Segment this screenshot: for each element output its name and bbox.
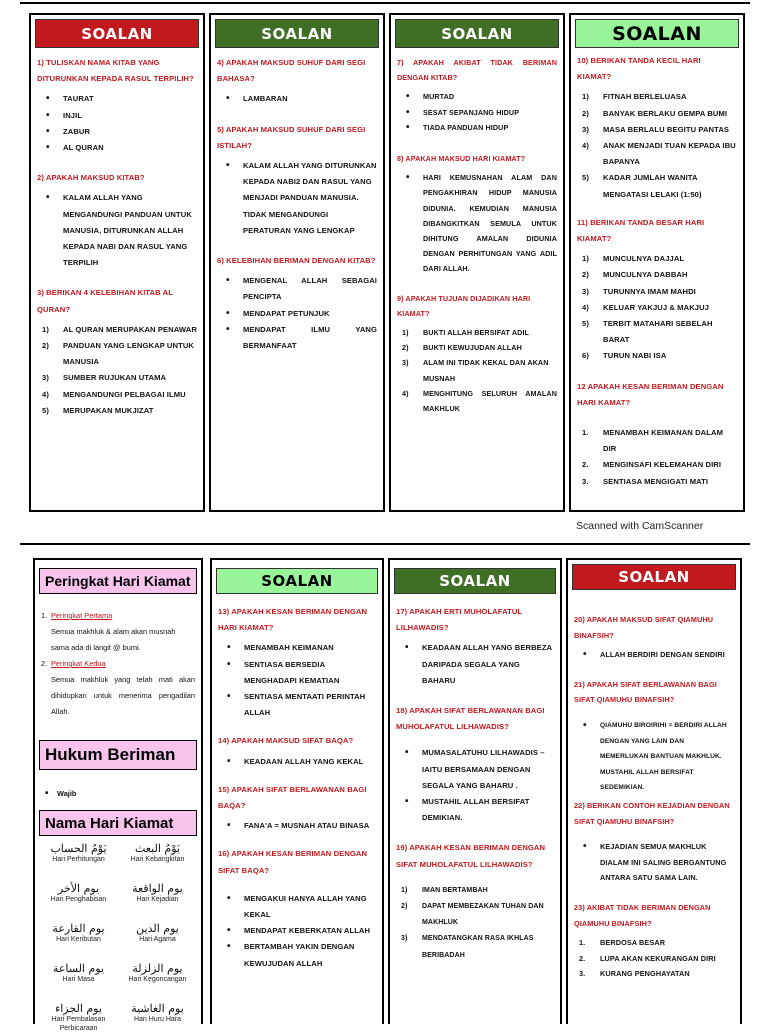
- list-item: • SENTIASA BERSEDIA MENGHADAPI KEMATIAN: [218, 657, 376, 689]
- list-item: • LAMBARAN: [217, 91, 377, 107]
- hari-name: يوم الجزاء Hari Pembalasan Perbicaraan: [51, 1002, 106, 1032]
- hari-name: يوم الأخر Hari Penghabisan: [50, 882, 107, 903]
- hari-name: يوم الغاشية Hari Huru Hara: [131, 1002, 184, 1023]
- question-22: 22) BERIKAN CONTOH KEJADIAN DENGAN SIFAT QIAMUHU BINAFSIH?: [574, 800, 730, 826]
- list-item: 2) MUNCULNYA DABBAH: [582, 270, 688, 280]
- list-item: 2) PANDUAN YANG LENGKAP UNTUK MANUSIA: [42, 341, 195, 367]
- peringkat-link: Peringkat Pertama: [51, 611, 113, 620]
- section-title: Hukum Beriman: [39, 740, 197, 770]
- list-item: • KEADAAN ALLAH YANG KEKAL: [218, 754, 376, 770]
- card-header: SOALAN: [394, 568, 556, 594]
- list-item: 3) TURUNNYA IMAM MAHDI: [582, 286, 696, 296]
- list-item: 3) MASA BERLALU BEGITU PANTAS: [582, 124, 730, 134]
- hari-name: يوم الزلزلة Hari Kegoncangan: [128, 962, 187, 983]
- list-item: 5) TERBIT MATAHARI SEBELAH BARAT: [582, 319, 713, 345]
- question-21: 21) APAKAH SIFAT BERLAWANAN BAGI SIFAT QIAMUHU BINAFSIH?: [574, 679, 717, 705]
- top-rule: [20, 2, 750, 4]
- answer-list: [217, 158, 377, 239]
- list-item: 3) ALAM INI TIDAK KEKAL DAN AKAN MUSNAH: [402, 358, 549, 383]
- list-item: 6) TURUN NABI ISA: [582, 351, 667, 361]
- card-1: [29, 13, 205, 512]
- answer-list: [397, 170, 557, 276]
- list-item: • QIAMUHU BIROIRIHI = BERDIRI ALLAH DENGAN YANG LAIN DAN MEMERLUKAN BANTUAN MAKHLUK. MUSTAHIL ALLAH BERSIFAT SEDEMIKIAN.: [574, 718, 734, 796]
- list-item: 3) SUMBER RUJUKAN UTAMA: [42, 373, 167, 383]
- question-10: 10) BERIKAN TANDA KECIL HARI KIAMAT?: [577, 56, 701, 82]
- card-header: SOALAN: [572, 564, 736, 590]
- list-item: • MENGAKUI HANYA ALLAH YANG KEKAL: [218, 891, 376, 923]
- list-item: • MENDAPAT ILMU YANG BERMANFAAT: [217, 322, 377, 354]
- list-item: • MENAMBAH KEIMANAN: [218, 640, 376, 656]
- list-item: • SENTIASA MENTAATI PERINTAH ALLAH: [218, 689, 376, 721]
- answer-list: [396, 745, 554, 826]
- card-header: SOALAN: [575, 19, 739, 48]
- peringkat-list: [41, 608, 195, 720]
- hari-name: يوم الساعة Hari Masa: [52, 962, 105, 983]
- question-9: 9) APAKAH TUJUAN DIJADIKAN HARI KIAMAT?: [397, 293, 531, 318]
- hari-name: يَوْمُ الحساب Hari Perhitungan: [50, 842, 107, 863]
- question-16: 16) APAKAH KESAN BERIMAN DENGAN SIFAT BAQA?: [218, 849, 368, 875]
- list-item: • FANA'A = MUSNAH ATAU BINASA: [218, 818, 376, 834]
- question-8: 8) APAKAH MAKSUD HARI KIAMAT?: [397, 154, 526, 164]
- answer-list: [577, 251, 737, 364]
- list-item: • TIADA PANDUAN HIDUP: [397, 120, 557, 135]
- question-2: 2) APAKAH MAKSUD KITAB?: [37, 173, 145, 183]
- question-14: 14) APAKAH MAKSUD SIFAT BAQA?: [218, 736, 354, 746]
- list-item: • Wajib: [45, 788, 77, 799]
- card-header: SOALAN: [215, 19, 379, 48]
- question-15: 15) APAKAH SIFAT BERLAWANAN BAGI BAQA?: [218, 784, 367, 811]
- card-header: SOALAN: [216, 568, 378, 594]
- list-item: 2) BUKTI KEWUJUDAN ALLAH: [402, 343, 522, 353]
- list-item: 4) ANAK MENJADI TUAN KEPADA IBU BAPANYA: [582, 141, 736, 167]
- hari-name: يَوْمُ البعث Hari Kebangkitan: [130, 842, 185, 863]
- list-item: 2. MENGINSAFI KELEMAHAN DIRI: [582, 460, 722, 470]
- section-title: Nama Hari Kiamat: [39, 810, 197, 836]
- hukum-list: [41, 786, 195, 802]
- list-item: 1) BUKTI ALLAH BERSIFAT ADIL: [402, 328, 530, 338]
- question-7: 7) APAKAH AKIBAT TIDAK BERIMAN DENGAN KITAB?: [397, 58, 557, 83]
- answer-list: [217, 273, 377, 354]
- list-item: • MENDAPAT KEBERKATAN ALLAH: [218, 923, 376, 939]
- list-item: • HARI KEMUSNAHAN ALAM DAN PENGAKHIRAN HIDUP MANUSIA DIDUNIA. KEMUDIAN MANUSIA DIBANGKITKAN SEMULA UNTUK DIHITUNG AMALAN DIDUNIA DENGAN PERHITUNGAN YANG ADIL DARI ALLAH.: [397, 170, 557, 276]
- list-item: • MUMASALATUHU LILHAWADIS – IAITU BERSAMAAN DENGAN SEGALA YANG BAHARU .: [396, 745, 554, 794]
- list-item: 1) FITNAH BERLELUASA: [582, 92, 687, 102]
- list-item: • MUSTAHIL ALLAH BERSIFAT DEMIKIAN.: [396, 794, 554, 826]
- question-6: 6) KELEBIHAN BERIMAN DENGAN KITAB?: [217, 256, 376, 266]
- list-item: • ZABUR: [37, 124, 197, 140]
- answer-list: [217, 91, 377, 107]
- list-item: • KALAM ALLAH YANG DITURUNKAN KEPADA NABI2 DAN RASUL YANG MENJADI PANDUAN MANUSIA. TIDAK MENGANDUNGI PERATURAN YANG LENGKAP: [217, 158, 377, 239]
- hari-name: يوم القارعة Hari Keributan: [52, 922, 105, 943]
- question-4: 4) APAKAH MAKSUD SUHUF DARI SEGI BAHASA?: [217, 58, 366, 84]
- list-item: 5) KADAR JUMLAH WANITA MENGATASI LELAKI (1:50): [582, 173, 702, 199]
- question-17: 17) APAKAH ERTI MUHOLAFATUL LILHAWADIS?: [396, 607, 523, 633]
- list-item: 2) DAPAT MEMBEZAKAN TUHAN DAN MAKHLUK: [401, 903, 544, 927]
- list-item: 1) AL QURAN MERUPAKAN PENAWAR: [42, 324, 197, 334]
- list-item: • MENGENAL ALLAH SEBAGAI PENCIPTA: [217, 273, 377, 305]
- list-item: 4) KELUAR YAKJUJ & MAKJUJ: [582, 302, 710, 312]
- card-4: [569, 13, 745, 512]
- list-item: 1. BERDOSA BESAR: [579, 938, 666, 948]
- list-item: 3. KURANG PENGHAYATAN: [579, 969, 690, 979]
- card-header: SOALAN: [395, 19, 559, 48]
- scanner-watermark: Scanned with CamScanner: [576, 520, 704, 532]
- list-item: 4) MENGANDUNGI PELBAGAI ILMU: [42, 389, 186, 399]
- answer-list: [574, 935, 734, 982]
- list-item: • SESAT SEPANJANG HIDUP: [397, 105, 557, 120]
- question-19: 19) APAKAH KESAN BERIMAN DENGAN SIFAT MUHOLAFATUL LILHAWADIS?: [396, 843, 546, 869]
- answer-list: [37, 91, 197, 156]
- answer-list: [218, 891, 376, 972]
- list-item: • MENDAPAT PETUNJUK: [217, 306, 377, 322]
- peringkat-pertama: 1. Peringkat Pertama: [41, 611, 113, 620]
- hari-names-grid: [39, 842, 197, 1033]
- answer-list: [396, 640, 554, 689]
- list-item: 3) MENDATANGKAN RASA IKHLAS BERIBADAH: [401, 935, 534, 959]
- list-item: 1) IMAN BERTAMBAH: [401, 886, 488, 894]
- list-item: • ALLAH BERDIRI DENGAN SENDIRI: [574, 647, 734, 663]
- list-item: • MURTAD: [397, 89, 557, 104]
- peringkat-text: Semua makhluk & alam akan musnah sama ada di langit @ bumi.: [51, 627, 176, 652]
- question-18: 18) APAKAH SIFAT BERLAWANAN BAGI MUHOLAFATUL LILHAWADIS?: [396, 706, 545, 732]
- card-7: [388, 558, 562, 1024]
- answer-list: [577, 89, 737, 202]
- peringkat-text: Semua makhluk yang telah mati akan dihidupkan untuk menerima pengadilan Allah.: [51, 675, 195, 716]
- list-item: 3. SENTIASA MENGIGATI MATI: [582, 476, 709, 486]
- answer-list: [574, 718, 734, 796]
- list-item: 5) MERUPAKAN MUKJIZAT: [42, 405, 154, 415]
- list-item: 1) MUNCULNYA DAJJAL: [582, 254, 685, 264]
- list-item: • TAURAT: [37, 91, 197, 107]
- question-12: 12 APAKAH KESAN BERIMAN DENGAN HARI KAMAT?: [577, 381, 724, 407]
- peringkat-kedua: 2. Peringkat Kedua: [41, 659, 106, 668]
- section-title: Peringkat Hari Kiamat: [39, 568, 197, 594]
- list-item: 4) MENGHITUNG SELURUH AMALAN MAKHLUK: [402, 388, 557, 414]
- answer-list: [218, 754, 376, 770]
- card-3: [389, 13, 565, 512]
- list-item: • BERTAMBAH YAKIN DENGAN KEWUJUDAN ALLAH: [218, 939, 376, 971]
- card-header: SOALAN: [35, 19, 199, 48]
- answer-list: [397, 325, 557, 416]
- list-item: • KEADAAN ALLAH YANG BERBEZA DARIPADA SEGALA YANG BAHARU: [396, 640, 554, 689]
- answer-list: [218, 818, 376, 834]
- answer-list: [396, 883, 554, 964]
- list-item: 2) BANYAK BERLAKU GEMPA BUMI: [582, 108, 728, 118]
- question-1: 1) TULISKAN NAMA KITAB YANG DITURUNKAN KEPADA RASUL TERPILIH?: [37, 58, 194, 84]
- peringkat-link: Peringkat Kedua: [51, 659, 106, 668]
- list-item: • KEJADIAN SEMUA MAKHLUK DIALAM INI SALING BERGANTUNG ANTARA SATU SAMA LAIN.: [574, 839, 734, 886]
- card-2: [209, 13, 385, 512]
- answer-list: [37, 190, 197, 271]
- answer-list: [574, 839, 734, 886]
- question-5: 5) APAKAH MAKSUD SUHUF DARI SEGI ISTILAH?: [217, 124, 366, 150]
- answer-list: [577, 425, 737, 490]
- question-20: 20) APAKAH MAKSUD SIFAT QIAMUHU BINAFSIH?: [574, 615, 714, 640]
- list-item: • AL QURAN: [37, 140, 197, 156]
- card-6: [210, 558, 384, 1024]
- answer-list: [397, 89, 557, 135]
- question-13: 13) APAKAH KESAN BERIMAN DENGAN HARI KIAMAT?: [218, 607, 368, 633]
- hari-name: يوم الدين Hari Agama: [136, 922, 179, 943]
- list-item: 2. LUPA AKAN KEKURANGAN DIRI: [579, 953, 716, 963]
- list-item: 1. MENAMBAH KEIMANAN DALAM DIR: [582, 428, 723, 454]
- answer-list: [37, 322, 197, 419]
- card-5: [33, 558, 203, 1032]
- question-3: 3) BERIKAN 4 KELEBIHAN KITAB AL QURAN?: [37, 288, 173, 314]
- answer-list: [218, 640, 376, 721]
- answer-list: [574, 647, 734, 663]
- question-23: 23) AKIBAT TIDAK BERIMAN DENGAN QIAMUHU BINAFSIH?: [574, 902, 711, 928]
- list-item: • INJIL: [37, 108, 197, 124]
- list-item: • KALAM ALLAH YANG MENGANDUNGI PANDUAN UNTUK MANUSIA, DITURUNKAN ALLAH KEPADA NABI DAN RASUL YANG TERPILIH: [37, 190, 197, 271]
- hari-name: يوم الواقعة Hari Kejadian: [132, 882, 183, 903]
- middle-rule: [20, 543, 750, 545]
- card-8: [566, 558, 742, 1024]
- question-11: 11) BERIKAN TANDA BESAR HARI KIAMAT?: [577, 217, 705, 244]
